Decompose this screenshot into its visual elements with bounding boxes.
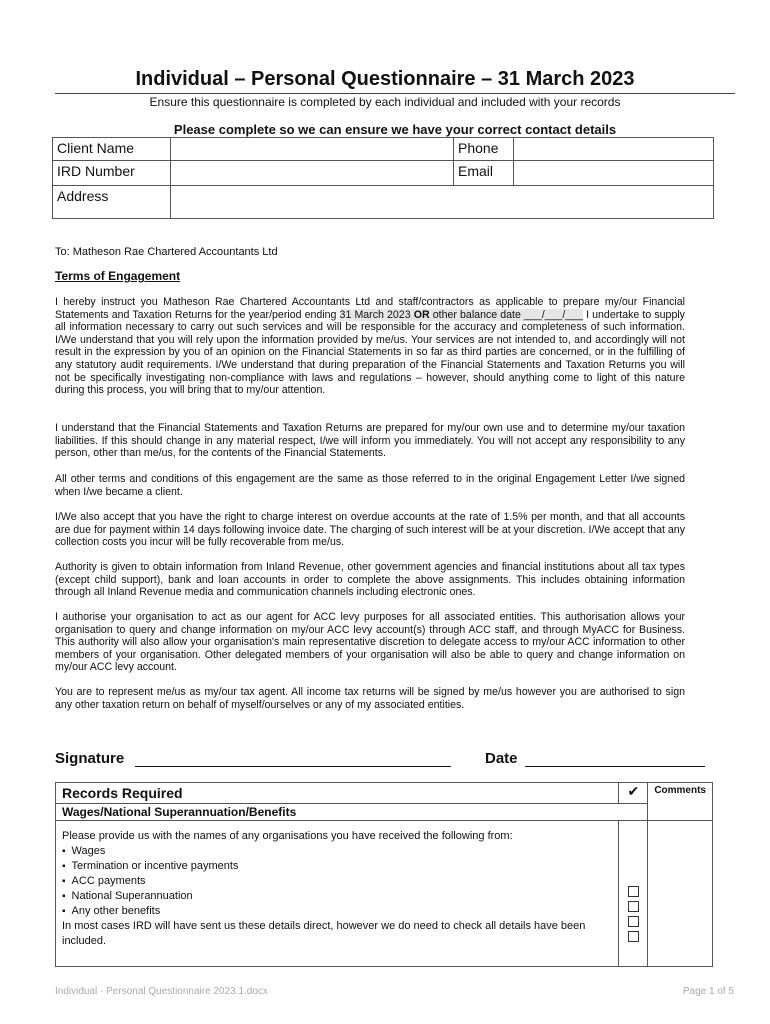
signature-field[interactable] (135, 766, 451, 767)
wages-checkbox[interactable] (628, 886, 639, 897)
tick-header-icon: ✔ (619, 783, 648, 804)
terms-paragraph-7: You are to represent me/us as my/our tax agent. All income tax returns will be signed by me/us however you are authorised to sign any other taxation return on behalf of myself/ourselves or any of my associated entities. (55, 686, 685, 711)
list-item: ▪ ACC payments (62, 874, 612, 889)
terms-heading: Terms of Engagement (55, 269, 181, 283)
footer-filename: Individual - Personal Questionnaire 2023.1.docx (55, 986, 268, 997)
client-name-field[interactable] (171, 138, 454, 161)
date-field[interactable] (525, 766, 705, 767)
terms-paragraph-5: Authority is given to obtain information from Inland Revenue, other government agencies and financial institutions about all tax types (except child support), bank and loan accounts in order to complete the above assignments. This includes obtaining information through all Inland Revenue media and communication channels including electronic ones. (55, 561, 685, 599)
records-required-table (55, 782, 713, 967)
terms-paragraph-4: I/We also accept that you have the right to charge interest on overdue accounts at the rate of 1.5% per month, and that all accounts are due for payment within 14 days following invoice date. The charging of such interest will be at your discretion. I/We accept that any collection costs you incur will be fully recoverable from me/us. (55, 511, 685, 549)
period-end-date (340, 309, 583, 321)
list-item: ▪ Any other benefits (62, 904, 612, 919)
list-item: ▪ Wages (62, 844, 612, 859)
phone-field[interactable] (514, 138, 714, 161)
terms-paragraph-2: I understand that the Financial Statements and Taxation Returns are prepared for my/our own use and to determine my/our taxation liabilities. If this should change in any material respect, I/we will inform you immediately. You will not accept any responsibility to any person, other than me/us, for the contents of the Financial Statements. (55, 422, 685, 460)
footer-page-number: Page 1 of 5 (682, 986, 734, 997)
addressee-line: To: Matheson Rae Chartered Accountants Ltd (55, 246, 278, 258)
wages-section-title: Wages/National Superannuation/Benefits (56, 804, 648, 821)
email-field[interactable] (514, 161, 714, 186)
ird-number-field[interactable] (171, 161, 454, 186)
signature-label: Signature (55, 750, 125, 767)
page-subtitle: Ensure this questionnaire is completed by each individual and included with your records (149, 95, 621, 109)
client-name-label: Client Name (53, 138, 171, 161)
date-label: Date (485, 750, 518, 767)
list-item: ▪ National Superannuation (62, 889, 612, 904)
wages-note: In most cases IRD will have sent us these details direct, however we do need to check all details have been included. (62, 920, 586, 947)
checkbox-column (619, 821, 648, 967)
or-text: OR (413, 308, 430, 321)
list-item: ▪ Termination or incentive payments (62, 859, 612, 874)
acc-checkbox[interactable] (628, 916, 639, 927)
page-title: Individual – Personal Questionnaire – 31 March 2023 (135, 68, 635, 90)
address-label: Address (53, 186, 171, 219)
phone-label: Phone (454, 138, 514, 161)
wages-intro: Please provide us with the names of any organisations you have received the following from: (62, 830, 513, 842)
contact-heading: Please complete so we can ensure we have your correct contact details (173, 122, 617, 137)
termination-checkbox[interactable] (628, 901, 639, 912)
email-label: Email (454, 161, 514, 186)
terms-paragraph-3: All other terms and conditions of this engagement are the same as those referred to in the original Engagement Letter I/we signed when I/we became a client. (55, 473, 685, 498)
terms-paragraph-6: I authorise your organisation to act as our agent for ACC levy purposes for all associated entities. This authorisation allows your organisation to query and change information on my/our ACC levy account(s) through ACC staff, and through MyACC for Business. This authority will also allow your organisation's main representative discretion to delegate access to my/our ACC information to other members of your organisation. Other delegated members of your organisation will also be able to query and change information on my/our ACC levy account. (55, 611, 685, 674)
title-divider (55, 93, 735, 94)
period-date-text: 31 March 2023 (339, 308, 411, 321)
comments-field[interactable] (648, 821, 713, 967)
other-balance-date[interactable]: other balance date ___/___/___ (432, 308, 583, 321)
terms-paragraph-1 (55, 296, 685, 397)
wages-section-body (56, 821, 619, 967)
ird-number-label: IRD Number (53, 161, 171, 186)
contact-details-table (52, 137, 714, 219)
comments-header: Comments (648, 783, 713, 821)
address-field[interactable] (171, 186, 714, 219)
wages-items-list (62, 844, 612, 919)
records-title: Records Required (56, 783, 619, 804)
terms-p1-text: I hereby instruct you Matheson Rae Chartered Accountants Ltd and staff/contractors as applicable to prepare my/our Financial Statements and Taxation Returns for the year/period ending (55, 296, 685, 321)
terms-p1-cont: I undertake to supply all information necessary to carry out such services and will be responsible for the accuracy and completeness of such information. I/We understand that you will rely upon the information provided by me/us. Your services are not intended to, and accordingly will not result in the expression by you of an opinion on the Financial Statements in so far as third parties are concerned, or in the fulfilling of any statutory audit requirements. I/We understand that during preparation of the Financial Statements and Taxation Returns you will not be specifically investigating non-compliance with laws and regulations – however, should anything come to light of this nature during this process, you will bring that to my/our attention. (55, 308, 685, 397)
superannuation-checkbox[interactable] (628, 931, 639, 942)
